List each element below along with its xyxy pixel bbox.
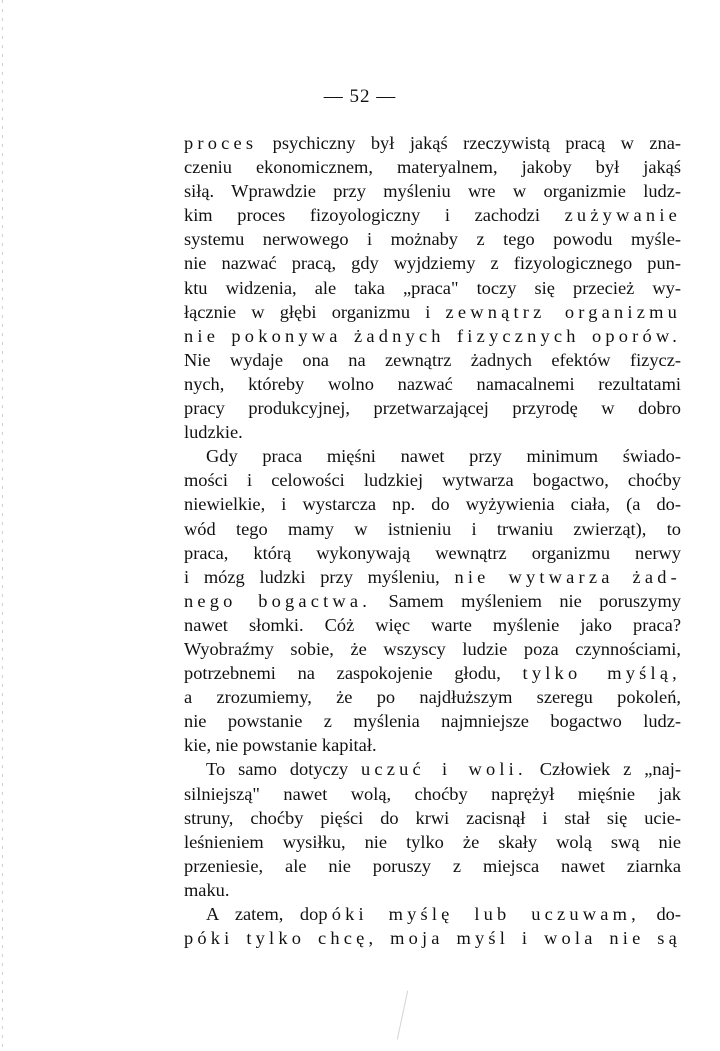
text-segment: systemu nerwowego i możnaby z tego powodu myśle- [184,229,681,250]
text-segment: To samo dotyczy [206,759,361,780]
text-segment: czeniu ekonomicznem, materyalnem, jakoby był jakąś [184,157,681,178]
text-segment: Człowiek z „naj- [526,759,681,780]
emphasized-text: proces [184,133,258,153]
text-line [184,203,681,227]
text-line [184,637,681,661]
text-line [184,709,681,733]
text-line [184,782,681,806]
text-line [184,348,681,372]
text-line [184,420,681,444]
text-line [184,517,681,541]
text-segment: maku. [184,879,230,900]
text-segment: mości i celowości ludzkiej wytwarza bogactwo, choćby [184,470,681,491]
text-line [184,902,681,926]
text-segment: ktu widzenia, ale taka „praca" toczy się przecież wy- [184,277,681,298]
text-line [184,372,681,396]
text-segment: niewielkie, i wystarcza np. do wyżywienia ciała, (a do- [184,494,681,515]
text-line [184,589,681,613]
emphasized-text: uczuć i woli. [361,759,527,780]
text-segment: pracy produkcyjnej, przetwarzającej przyrodę w dobro [184,398,681,419]
emphasized-text: nego bogactwa. [184,590,372,611]
text-segment: Samem myśleniem nie poruszymy [371,590,681,611]
emphasized-text: póki tylko chcę, moja myśl i wola nie są [184,928,681,949]
text-line [184,444,681,468]
text-segment: potrzebnemi na zaspokojenie głodu, [184,663,523,684]
text-segment: psychiczny był jakąś rzeczywistą pracą w zna- [257,133,681,153]
text-line [184,492,681,516]
page-number: — 52 — [323,86,397,107]
body-text [184,131,681,950]
text-segment: przeniesie, ale nie poruszy z miejsca nawet ziarnka [184,855,681,876]
text-segment: nych, któreby wolno nazwać namacalnemi rezultatami [184,373,681,394]
text-segment: A zatem, do [206,904,319,924]
text-line [184,830,681,854]
text-segment: leśnieniem wysiłku, nie tylko że skały wolą swą nie [184,831,681,852]
text-line [184,878,681,902]
text-segment: wód tego mamy w istnieniu i trwaniu zwierząt), to [184,518,681,539]
text-segment: a zrozumiemy, że po najdłuższym szeregu pokoleń, [184,687,681,708]
text-line [184,541,681,565]
text-segment: łącznie w głębi organizmu i [184,301,446,322]
text-segment: ludzkie. [184,422,243,443]
emphasized-text: zużywanie [564,205,681,226]
text-segment: silniejszą" nawet wolą, choćby naprężył mięśnie jak [184,783,681,804]
text-line [184,854,681,878]
text-segment: Wyobraźmy sobie, że wszyscy ludzie poza czynnościami, [184,638,681,659]
text-line [184,757,681,781]
emphasized-text: nie pokonywa żadnych fizycznych oporów. [184,325,681,346]
text-line [184,396,681,420]
text-line [184,227,681,251]
text-segment: nie powstanie z myślenia najmniejsze bogactwo ludz- [184,711,681,732]
text-segment: struny, choćby pięści do krwi zacisnął i stał się ucie- [184,807,681,828]
text-line [184,565,681,589]
emphasized-text: zewnątrz organizmu [445,301,681,322]
text-segment: nawet słomki. Cóż więc warte myślenie jako praca? [184,614,681,635]
text-line [184,131,681,155]
text-line [184,926,681,950]
text-segment: siłą. Wprawdzie przy myśleniu wre w organizmie ludz- [184,181,681,202]
scan-stray-mark [397,990,408,1039]
text-line [184,806,681,830]
text-segment: nie nazwać pracą, gdy wyjdziemy z fizyologicznego pun- [184,253,681,274]
text-segment: kim proces fizoyologiczny i zachodzi [184,205,565,226]
text-line [184,468,681,492]
text-line [184,685,681,709]
emphasized-text: póki myślę lub uczuwam, [318,904,640,924]
text-segment: praca, którą wykonywają wewnątrz organizmu nerwy [184,542,681,563]
text-segment: kie, nie powstanie kapitał. [184,735,377,756]
text-segment: do- [639,904,681,924]
scan-edge-mark [2,0,3,1051]
emphasized-text: nie wytwarza żad- [454,566,681,587]
text-line [184,733,681,757]
emphasized-text: tylko myślą, [522,663,681,684]
text-line [184,155,681,179]
text-line [184,276,681,300]
text-line [184,300,681,324]
text-line [184,613,681,637]
text-line [184,661,681,685]
text-line [184,179,681,203]
text-segment: Gdy praca mięśni nawet przy minimum świado- [206,446,681,467]
text-segment: i mózg ludzki przy myśleniu, [184,566,455,587]
text-segment: Nie wydaje ona na zewnątrz żadnych efektów fizycz- [184,349,681,370]
text-line [184,324,681,348]
text-line [184,251,681,275]
